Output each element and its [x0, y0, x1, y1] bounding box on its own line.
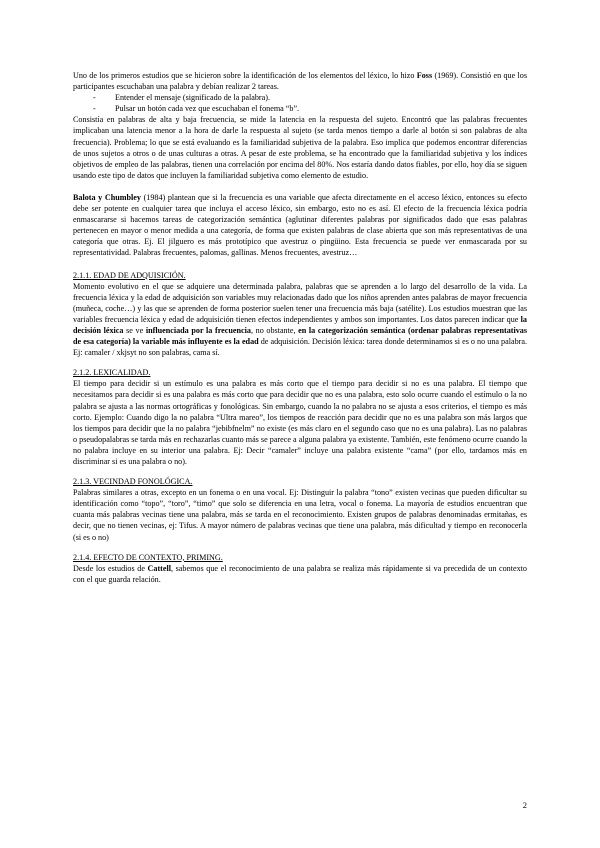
section-213-text: Palabras similares a otras, excepto en un fonema o en una vocal. Ej: Distinguir la palabra “tono” existen vecinas que pueden dificultar su identificación como “topo”, “toro”, “timo” que solo se diferencia en una letra, vocal o fonema. La mayoría de estudios encuentran que cuanta más palabras vecinas tiene una palabra, más se tarda en el reconocimiento. Existen grupos de palabras denominadas ermitañas, es decir, que no tienen vecinas, ej: Tifus. A mayor número de palabras vecinas que tiene una palabra, más dificultad y tiempo en reconocerla (si es o no)	[73, 488, 527, 542]
task-two: Pulsar un botón cada vez que escuchaban el fonema “b”.	[115, 104, 300, 114]
section-heading-214: 2.1.4. EFECTO DE CONTEXTO, PRIMING.	[73, 552, 223, 562]
s211-text-2: se ve	[123, 325, 146, 335]
s211-bold-1: la decisión léxica	[73, 314, 527, 335]
intro-text: Uno de los primeros estudios que se hicieron sobre la identificación de los elementos del léxico, lo hizo	[73, 71, 417, 80]
section-heading-212: 2.1.2. LEXICALIDAD.	[73, 368, 151, 378]
author-balota: Balota y Chumbley	[73, 192, 141, 202]
s214-text-1: Desde los estudios de	[73, 563, 148, 573]
s214-text-2: , sabemos que el reconocimiento de una palabra se realiza más rápidamente si va precedida de un contexto con el que guarda relación.	[73, 563, 527, 584]
s211-text-5: de adquisición. Decisión léxica: tarea donde determinamos si es o no una palabra. Ej: camaler / xkjsyt no son palabras, cama sí.	[73, 337, 527, 358]
list-bullet: -	[93, 104, 96, 114]
s211-bold-3: en la categorización semántica (ordenar palabras representativas de esa categoría)	[73, 325, 528, 347]
page-number: 2	[522, 800, 527, 810]
intro-paragraph	[73, 70, 527, 92]
section-heading-211: 2.1.1. EDAD DE ADQUISICIÓN.	[73, 270, 186, 280]
frequency-paragraph: Consistía en palabras de alta y baja frecuencia, se mide la latencia en la respuesta del sujeto. Encontró que las palabras frecuentes implicaban una latencia menor a la hora de darle la respuesta al sujeto (se tarda menos tiempo a darle al botón si son palabras de alta frecuencia). Problema; lo que se está evaluando es la familiaridad subjetiva de la palabra. Eso implica que podemos encontrar diferencias de unos sujetos a otros o de unas culturas a otras. A pesar de este problema, se ha encontrado que la familiaridad subjetiva y los índices objetivos de empleo de las palabras, tienen una correlación por encima del 80%. Nos estaría dando datos fiables, por ello, hoy día se siguen usando este tipo de datos que incluyen la familiaridad subjetiva como elemento de estudio.	[73, 115, 527, 180]
section-212-text: El tiempo para decidir si un estímulo es una palabra es más corto que el tiempo para decidir si no es una palabra. El tiempo que necesitamos para decidir si es una palabra es más corto que para decidir que no es una palabra, esto solo ocurre cuando el estímulo o la no palabra se ajusta a las normas ortográficas y fonológicas. Sin embargo, cuando la no palabra no se ajusta a esos criterios, el tiempo es más corto. Ejemplo: Cuando digo la no palabra “Ultra mareo”, los tiempos de reacción para decidir que no es una palabra son más largos que los tiempos para decidir que la no palabra “jebibfnelm” no existe (es más claro en el segundo caso que no es una palabra). Las no palabras o pseudopalabras se tarda más en rechazarlas cuanto más se parece a alguna palabra ya existente. También, este fenómeno ocurre cuando la no palabra incluye en su interior una palabra. Ej: Decir “camaler” incluye una palabra existente “cama” (por ello, tardamos más en discriminar si es una palabra o no).	[73, 379, 527, 466]
balota-text: (1984) plantean que si la frecuencia es una variable que afecta directamente en el acceso léxico, entonces su efecto debe ser potente en cualquier tarea que incluya el acceso léxico, sin embargo, esto no es así. El efecto de la frecuencia léxica podría enmascararse si hacemos tareas de categorización semántica (aglutinar diferentes palabras por significados dado que esas palabras pertenecen en mayor o menor medida a una categoría, de forma que existen palabras de clase abierta que son más representativas de una categoría que otras. Ej. El jilguero es más prototípico que avestruz o pingüino. Esta frecuencia se puede ver enmascarada por su representatividad. Palabras frecuentes, palomas, gallinas. Menos frecuentes, avestruz…	[73, 192, 527, 258]
s211-bold-4: la variable más influyente es la edad	[132, 337, 259, 347]
section-heading-213: 2.1.3. VECINDAD FONOLÓGICA.	[73, 477, 193, 487]
author-foss: Foss	[416, 71, 433, 80]
author-cattell: Cattell	[147, 563, 172, 573]
list-item	[73, 103, 527, 114]
intro-text-cont: (1969). Consistió en que los participantes escuchaban una palabra y debían realizar 2 tareas.	[73, 71, 527, 92]
s211-bold-2: influenciada por la frecuencia	[145, 325, 251, 335]
list-bullet: -	[93, 93, 96, 103]
list-item	[73, 92, 527, 103]
s211-text-1: Momento evolutivo en el que se adquiere una determinada palabra, palabras que se aprenden a lo largo del desarrollo de la vida. La frecuencia léxica y la edad de adquisición son variables muy relacionadas dado que los niños aprenden antes palabras de mayor frecuencia (muñeca, coche…) y las que se aprenden de forma posterior suelen tener una frecuencia más baja (satélite). Los estudios muestran que las variables frecuencia léxica y edad de adquisición tienen efectos independientes y ambos son importantes. Los datos parecen indicar que	[73, 281, 527, 324]
s211-text-3: , no obstante,	[250, 325, 299, 335]
balota-paragraph	[73, 192, 527, 259]
section-214-text	[73, 563, 527, 585]
task-one: Entender el mensaje (significado de la palabra).	[115, 93, 270, 103]
document-body	[73, 70, 527, 585]
section-211-text	[73, 281, 527, 359]
